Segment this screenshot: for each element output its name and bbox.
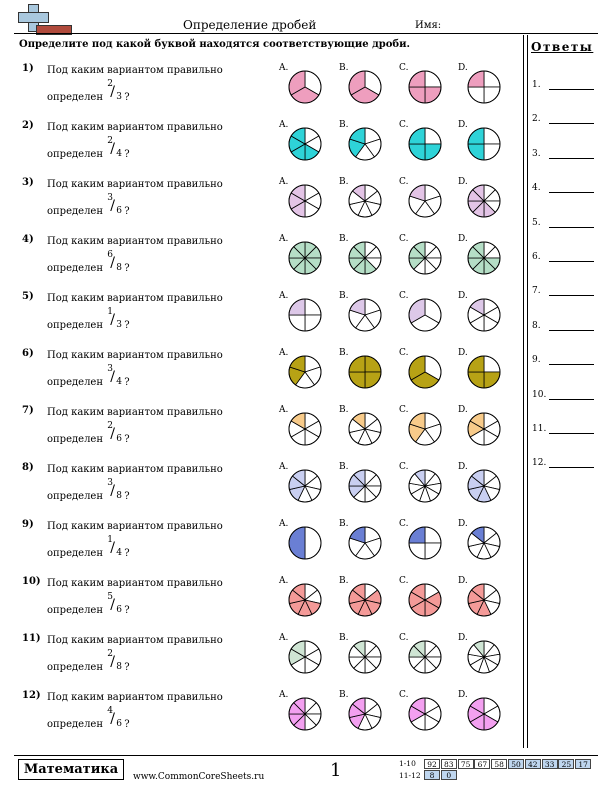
answer-line[interactable]	[549, 364, 594, 365]
fraction-pie-chart	[466, 525, 502, 561]
fraction-pie-chart	[466, 183, 502, 219]
answer-number: 5.	[532, 217, 541, 228]
answer-line[interactable]	[549, 227, 594, 228]
question-text: Под каким вариантом правильно	[47, 635, 223, 646]
question-12	[0, 690, 520, 746]
fraction-pie-chart	[287, 525, 323, 561]
fraction-pie-option[interactable]	[407, 183, 443, 223]
question-10	[0, 576, 520, 632]
answer-line[interactable]	[549, 295, 594, 296]
fraction-pie-chart	[347, 411, 383, 447]
answer-line[interactable]	[549, 399, 594, 400]
fraction-pie-option[interactable]	[407, 240, 443, 280]
answer-slot[interactable]	[532, 286, 541, 296]
site-url: www.CommonCoreSheets.ru	[133, 772, 265, 782]
question-text: Под каким вариантом правильно	[47, 65, 223, 76]
answer-number: 10.	[532, 389, 547, 400]
answer-number: 12.	[532, 458, 547, 469]
answer-number: 6.	[532, 252, 541, 262]
fraction-pie-chart	[347, 696, 383, 732]
fraction-pie-option[interactable]	[287, 411, 323, 451]
answer-number: 1.	[532, 80, 541, 90]
option-letter: B.	[339, 519, 349, 529]
answer-slot[interactable]	[532, 355, 541, 365]
question-text: Под каким вариантом правильно	[47, 293, 223, 304]
fraction-pie-chart	[347, 525, 383, 561]
score-row2-label: 11-12	[399, 771, 421, 780]
fraction: 4 / 6	[107, 706, 122, 729]
score-cell: 92	[424, 759, 440, 769]
option-letter: C.	[399, 519, 409, 529]
option-letter: B.	[339, 234, 349, 244]
fraction: 2 / 3	[107, 79, 122, 102]
fraction-pie-option[interactable]	[407, 354, 443, 394]
fraction-pie-chart	[287, 183, 323, 219]
fraction-pie-chart	[287, 354, 323, 390]
fraction-pie-option[interactable]	[347, 639, 383, 679]
option-letter: C.	[399, 633, 409, 643]
question-number: 5)	[22, 291, 34, 302]
question-text: Под каким вариантом правильно	[47, 179, 223, 190]
fraction-pie-chart	[466, 69, 502, 105]
option-letter: B.	[339, 462, 349, 472]
question-text-line2: определен 1 / 4 ?	[47, 535, 130, 559]
option-letter: D.	[458, 576, 468, 586]
fraction-pie-option[interactable]	[407, 297, 443, 337]
answer-line[interactable]	[549, 261, 594, 262]
question-8	[0, 462, 520, 518]
answer-number: 11.	[532, 424, 547, 434]
option-letter: D.	[458, 63, 468, 73]
fraction-pie-chart	[466, 240, 502, 276]
answer-line[interactable]	[549, 123, 594, 124]
question-number: 3)	[22, 177, 34, 188]
score-cell: 0	[441, 770, 457, 780]
fraction-pie-option[interactable]	[466, 411, 502, 451]
answer-line[interactable]	[549, 330, 594, 331]
fraction-pie-option[interactable]	[466, 639, 502, 679]
fraction-pie-chart	[287, 126, 323, 162]
fraction-pie-option[interactable]	[466, 525, 502, 565]
option-letter: D.	[458, 234, 468, 244]
option-letter: A.	[279, 519, 289, 529]
option-letter: B.	[339, 291, 349, 301]
question-number: 6)	[22, 348, 34, 359]
fraction-pie-option[interactable]	[287, 696, 323, 736]
option-letter: A.	[279, 462, 289, 472]
question-9	[0, 519, 520, 575]
fraction: 2 / 8	[107, 649, 122, 672]
answer-slot[interactable]	[532, 114, 541, 124]
fraction-pie-option[interactable]	[347, 468, 383, 508]
fraction-pie-option[interactable]	[466, 696, 502, 736]
fraction-pie-chart	[407, 240, 443, 276]
fraction-pie-option[interactable]	[407, 411, 443, 451]
score-row1-label: 1-10	[399, 759, 416, 768]
fraction-pie-option[interactable]	[287, 297, 323, 337]
question-number: 12)	[22, 690, 41, 701]
fraction-pie-option[interactable]	[466, 240, 502, 280]
question-text: Под каким вариантом правильно	[47, 692, 223, 703]
fraction-pie-option[interactable]	[407, 69, 443, 109]
score-cell: 50	[508, 759, 524, 769]
fraction-pie-chart	[347, 354, 383, 390]
fraction-pie-chart	[347, 297, 383, 333]
option-letter: C.	[399, 690, 409, 700]
answer-line[interactable]	[549, 467, 594, 468]
fraction-pie-chart	[347, 468, 383, 504]
score-cell: 75	[458, 759, 474, 769]
question-number: 10)	[22, 576, 41, 587]
fraction-pie-option[interactable]	[347, 126, 383, 166]
option-letter: D.	[458, 690, 468, 700]
fraction-pie-option[interactable]	[466, 297, 502, 337]
option-letter: D.	[458, 462, 468, 472]
answer-line[interactable]	[549, 158, 594, 159]
fraction-pie-chart	[407, 411, 443, 447]
question-1	[0, 63, 520, 119]
answer-slot[interactable]	[532, 390, 546, 400]
fraction-pie-option[interactable]	[347, 297, 383, 337]
question-text-line2: определен 4 / 6 ?	[47, 706, 130, 730]
question-text-line2: определен 3 / 6 ?	[47, 193, 130, 217]
option-letter: D.	[458, 120, 468, 130]
fraction: 2 / 6	[107, 421, 122, 444]
question-text: Под каким вариантом правильно	[47, 350, 223, 361]
option-letter: C.	[399, 576, 409, 586]
question-text-line2: определен 3 / 4 ?	[47, 364, 130, 388]
fraction: 3 / 6	[107, 193, 122, 216]
option-letter: A.	[279, 690, 289, 700]
page-number: 1	[330, 760, 342, 781]
fraction-pie-chart	[347, 582, 383, 618]
option-letter: A.	[279, 348, 289, 358]
answers-title: Ответы	[531, 40, 594, 54]
fraction-pie-option[interactable]	[466, 582, 502, 622]
option-letter: A.	[279, 234, 289, 244]
option-letter: C.	[399, 405, 409, 415]
score-cell: 8	[424, 770, 440, 780]
question-5	[0, 291, 520, 347]
score-cell: 25	[558, 759, 574, 769]
fraction-pie-option[interactable]	[347, 525, 383, 565]
question-11	[0, 633, 520, 689]
option-letter: B.	[339, 576, 349, 586]
option-letter: D.	[458, 519, 468, 529]
option-letter: B.	[339, 405, 349, 415]
fraction-pie-option[interactable]	[287, 639, 323, 679]
fraction: 3 / 4	[107, 364, 122, 387]
fraction-pie-chart	[287, 696, 323, 732]
fraction-pie-option[interactable]	[466, 468, 502, 508]
question-number: 7)	[22, 405, 34, 416]
fraction-pie-option[interactable]	[407, 126, 443, 166]
fraction-pie-option[interactable]	[466, 354, 502, 394]
option-letter: C.	[399, 291, 409, 301]
answers-divider	[523, 35, 528, 748]
score-cell: 67	[474, 759, 490, 769]
question-number: 8)	[22, 462, 34, 473]
instructions: Определите под какой буквой находятся соответствующие дроби.	[19, 39, 410, 50]
fraction-pie-chart	[407, 582, 443, 618]
question-text-line2: определен 2 / 6 ?	[47, 421, 130, 445]
answer-slot[interactable]	[532, 321, 541, 331]
fraction-pie-option[interactable]	[287, 240, 323, 280]
fraction: 6 / 8	[107, 250, 122, 273]
question-number: 9)	[22, 519, 34, 530]
question-text: Под каким вариантом правильно	[47, 464, 223, 475]
answer-slot[interactable]	[532, 183, 541, 193]
subject-label: Математика	[18, 759, 124, 780]
score-cell: 58	[491, 759, 507, 769]
fraction-pie-chart	[287, 297, 323, 333]
fraction-pie-chart	[466, 297, 502, 333]
answer-number: 4.	[532, 183, 541, 194]
empty-slice	[305, 527, 321, 559]
question-text-line2: определен 2 / 4 ?	[47, 136, 130, 160]
fraction-pie-option[interactable]	[287, 69, 323, 109]
fraction-pie-option[interactable]	[407, 639, 443, 679]
fraction-pie-option[interactable]	[407, 468, 443, 508]
option-letter: B.	[339, 120, 349, 130]
fraction-pie-chart	[287, 69, 323, 105]
option-letter: B.	[339, 348, 349, 358]
fraction-pie-chart	[466, 468, 502, 504]
option-letter: B.	[339, 63, 349, 73]
question-text: Под каким вариантом правильно	[47, 236, 223, 247]
question-text-line2: определен 2 / 3 ?	[47, 79, 130, 103]
option-letter: C.	[399, 234, 409, 244]
question-number: 11)	[22, 633, 41, 644]
footer-rule	[14, 755, 598, 756]
option-letter: C.	[399, 63, 409, 73]
fraction-pie-option[interactable]	[347, 354, 383, 394]
fraction-pie-option[interactable]	[466, 126, 502, 166]
fraction-pie-chart	[407, 639, 443, 675]
option-letter: D.	[458, 177, 468, 187]
fraction-pie-chart	[347, 126, 383, 162]
fraction-pie-chart	[466, 411, 502, 447]
question-2	[0, 120, 520, 176]
option-letter: B.	[339, 633, 349, 643]
option-letter: C.	[399, 177, 409, 187]
name-label: Имя:	[415, 20, 442, 31]
fraction-pie-chart	[287, 582, 323, 618]
fraction-pie-chart	[407, 468, 443, 504]
answer-slot[interactable]	[532, 80, 541, 90]
question-3	[0, 177, 520, 233]
fraction-pie-option[interactable]	[287, 183, 323, 223]
answer-number: 2.	[532, 114, 541, 125]
answer-slot[interactable]	[532, 149, 541, 159]
fraction-pie-option[interactable]	[407, 696, 443, 736]
question-text-line2: определен 1 / 3 ?	[47, 307, 130, 331]
question-6	[0, 348, 520, 404]
fraction-pie-chart	[466, 696, 502, 732]
answer-number: 8.	[532, 320, 541, 331]
fraction-pie-chart	[466, 639, 502, 675]
fraction-pie-option[interactable]	[347, 240, 383, 280]
option-letter: C.	[399, 462, 409, 472]
answer-line[interactable]	[549, 433, 594, 434]
fraction-pie-option[interactable]	[347, 696, 383, 736]
fraction-pie-chart	[347, 240, 383, 276]
score-cell: 83	[441, 759, 457, 769]
fraction-pie-option[interactable]	[287, 468, 323, 508]
fraction-pie-chart	[287, 639, 323, 675]
answer-slot[interactable]	[532, 458, 546, 468]
question-7	[0, 405, 520, 461]
fraction-pie-chart	[466, 582, 502, 618]
fraction-pie-option[interactable]	[347, 411, 383, 451]
question-number: 2)	[22, 120, 34, 131]
fraction-pie-chart	[407, 183, 443, 219]
option-letter: A.	[279, 405, 289, 415]
answer-number: 9.	[532, 355, 541, 366]
fraction: 1 / 4	[107, 535, 122, 558]
fraction: 2 / 4	[107, 136, 122, 159]
fraction-pie-option[interactable]	[347, 183, 383, 223]
answer-slot[interactable]	[532, 218, 541, 228]
fraction-pie-option[interactable]	[466, 69, 502, 109]
answer-slot[interactable]	[532, 424, 546, 434]
fraction-pie-chart	[407, 354, 443, 390]
question-text-line2: определен 3 / 8 ?	[47, 478, 130, 502]
fraction-pie-chart	[407, 126, 443, 162]
question-text-line2: определен 2 / 8 ?	[47, 649, 130, 673]
question-number: 1)	[22, 63, 34, 74]
option-letter: A.	[279, 63, 289, 73]
fraction-pie-option[interactable]	[347, 582, 383, 622]
answer-line[interactable]	[549, 192, 594, 193]
fraction-pie-chart	[466, 126, 502, 162]
logo	[18, 4, 54, 36]
fraction-pie-chart	[347, 69, 383, 105]
option-letter: B.	[339, 690, 349, 700]
fraction: 1 / 3	[107, 307, 122, 330]
fraction-pie-chart	[347, 639, 383, 675]
fraction-pie-option[interactable]	[287, 525, 323, 565]
option-letter: C.	[399, 120, 409, 130]
page-title: Определение дробей	[183, 18, 317, 32]
fraction-pie-chart	[287, 240, 323, 276]
option-letter: D.	[458, 348, 468, 358]
option-letter: C.	[399, 348, 409, 358]
answer-slot[interactable]	[532, 252, 541, 262]
option-letter: A.	[279, 120, 289, 130]
option-letter: D.	[458, 633, 468, 643]
fraction-pie-chart	[407, 297, 443, 333]
fraction-pie-chart	[466, 354, 502, 390]
question-text: Под каким вариантом правильно	[47, 122, 223, 133]
fraction-pie-option[interactable]	[466, 183, 502, 223]
fraction-pie-option[interactable]	[407, 525, 443, 565]
question-number: 4)	[22, 234, 34, 245]
fraction-pie-option[interactable]	[407, 582, 443, 622]
fraction-pie-chart	[407, 69, 443, 105]
option-letter: A.	[279, 291, 289, 301]
question-text-line2: определен 6 / 8 ?	[47, 250, 130, 274]
fraction: 3 / 8	[107, 478, 122, 501]
fraction-pie-chart	[347, 183, 383, 219]
fraction-pie-option[interactable]	[287, 582, 323, 622]
score-cell: 17	[575, 759, 591, 769]
score-cell: 42	[525, 759, 541, 769]
score-cell: 33	[542, 759, 558, 769]
shaded-slice	[289, 527, 305, 559]
fraction-pie-chart	[407, 525, 443, 561]
option-letter: D.	[458, 405, 468, 415]
option-letter: A.	[279, 576, 289, 586]
question-4	[0, 234, 520, 290]
fraction-pie-option[interactable]	[287, 126, 323, 166]
header-rule	[14, 33, 598, 34]
fraction-pie-chart	[287, 468, 323, 504]
fraction-pie-chart	[287, 411, 323, 447]
question-text-line2: определен 5 / 6 ?	[47, 592, 130, 616]
fraction: 5 / 6	[107, 592, 122, 615]
fraction-pie-chart	[407, 696, 443, 732]
option-letter: B.	[339, 177, 349, 187]
question-text: Под каким вариантом правильно	[47, 407, 223, 418]
option-letter: A.	[279, 177, 289, 187]
fraction-pie-option[interactable]	[287, 354, 323, 394]
question-text: Под каким вариантом правильно	[47, 578, 223, 589]
answer-number: 3.	[532, 148, 541, 159]
answer-number: 7.	[532, 286, 541, 297]
option-letter: A.	[279, 633, 289, 643]
fraction-pie-option[interactable]	[347, 69, 383, 109]
answer-line[interactable]	[549, 89, 594, 90]
option-letter: D.	[458, 291, 468, 301]
question-text: Под каким вариантом правильно	[47, 521, 223, 532]
